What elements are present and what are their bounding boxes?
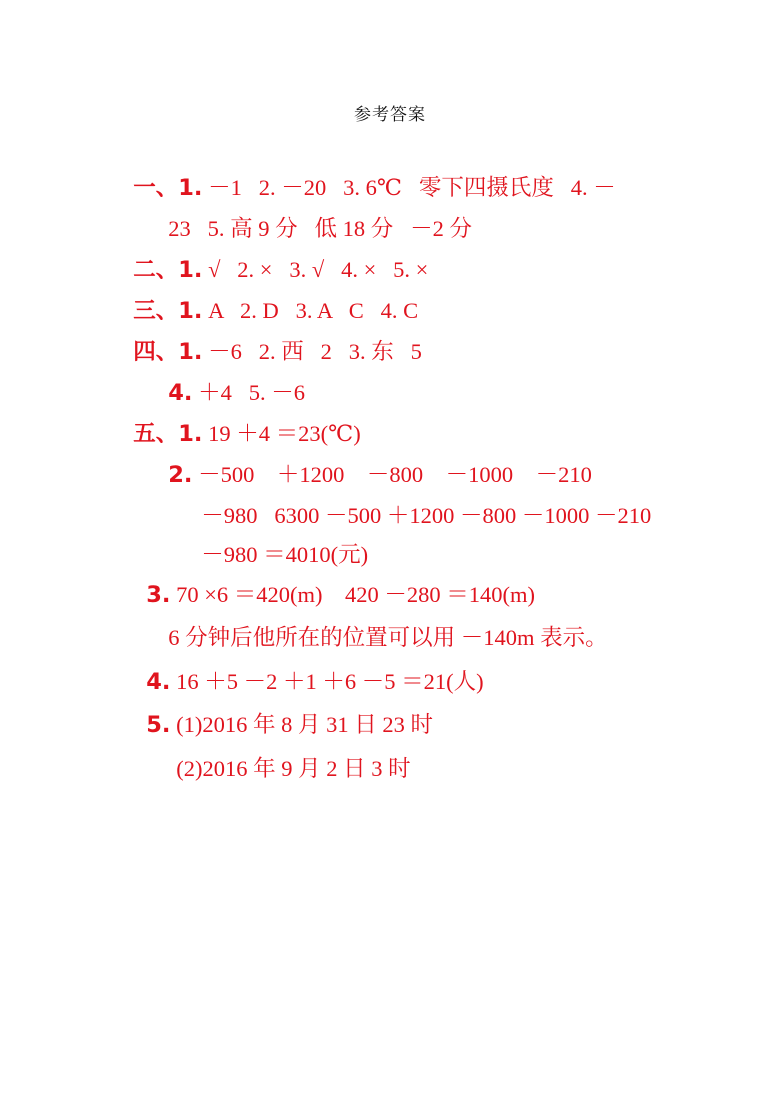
answer-text: －6 2. 西 2 3. 东 5 bbox=[202, 339, 422, 364]
section-label: 五、1. bbox=[133, 421, 203, 447]
answer-text: －980 6300 －500 ＋1200 －800 －1000 －210 bbox=[201, 503, 652, 528]
answer-text: 70 ×6 ＝420(m) 420 －280 ＝140(m) bbox=[170, 582, 535, 607]
section-label: 三、1. bbox=[133, 298, 203, 324]
answer-text: √ 2. × 3. √ 4. × 5. × bbox=[202, 257, 429, 282]
answer-text: 16 ＋5 －2 ＋1 ＋6 －5 ＝21(人) bbox=[170, 669, 484, 694]
answer-text: (2)2016 年 9 月 2 日 3 时 bbox=[176, 756, 411, 781]
question-number: 4. bbox=[146, 669, 171, 695]
question-number: 2. bbox=[168, 462, 193, 488]
answer-text: 19 ＋4 ＝23(℃) bbox=[202, 421, 361, 446]
section-label: 四、1. bbox=[133, 339, 203, 365]
question-number: 3. bbox=[146, 582, 171, 608]
answer-text: (1)2016 年 8 月 31 日 23 时 bbox=[170, 712, 433, 737]
answer-text: A 2. D 3. A C 4. C bbox=[202, 298, 419, 323]
answer-text: －1 2. －20 3. 6℃ 零下四摄氏度 4. － bbox=[202, 175, 616, 200]
answer-text: ＋4 5. －6 bbox=[192, 380, 305, 405]
page-title: 参考答案 bbox=[354, 105, 426, 125]
question-number: 4. bbox=[168, 380, 193, 406]
answer-text: －980 ＝4010(元) bbox=[201, 542, 369, 567]
answer-text: 6 分钟后他所在的位置可以用 －140m 表示。 bbox=[168, 625, 608, 650]
answer-line-15 bbox=[165, 724, 411, 784]
section-label: 一、1. bbox=[133, 175, 203, 201]
section-label: 二、1. bbox=[133, 257, 203, 283]
answer-text: 23 5. 高 9 分 低 18 分 －2 分 bbox=[168, 216, 473, 241]
answer-text: －500 ＋1200 －800 －1000 －210 bbox=[192, 462, 592, 487]
question-number: 5. bbox=[146, 712, 171, 738]
